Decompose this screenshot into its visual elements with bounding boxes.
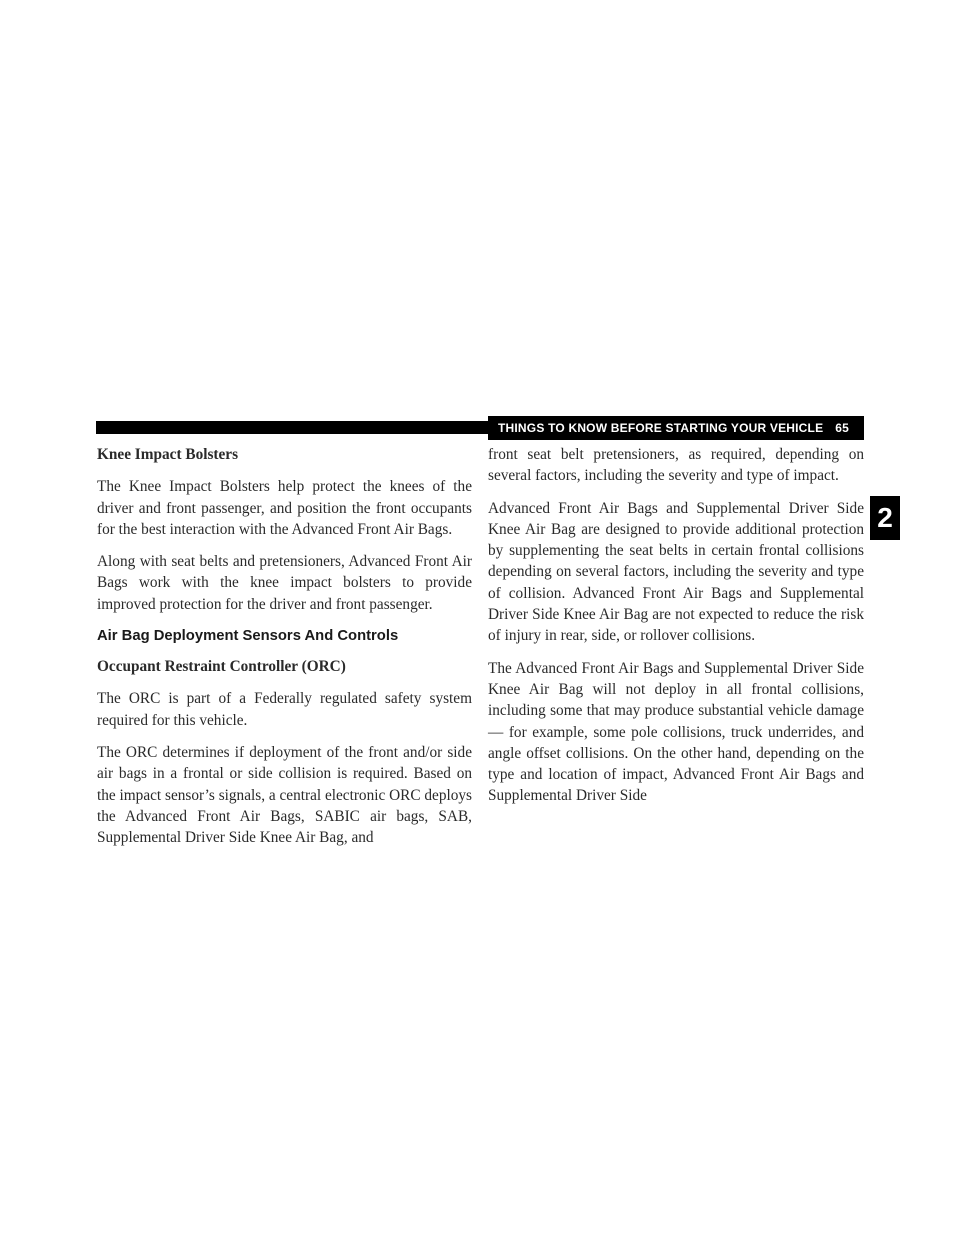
section-heading: Air Bag Deployment Sensors And Controls	[97, 628, 399, 645]
subheading-knee-impact-bolsters: Knee Impact Bolsters	[97, 446, 239, 463]
paragraph: The ORC determines if deployment of the front and/or side air bags in a frontal or side collision is required. Based on the impact sensor’s signals, a central electronic ORC deploys the Advanced Front Air Bags, SABIC air bags, SAB, Supplemental Driver Side Knee Air Bag, and	[97, 743, 472, 847]
chapter-tab: 2	[870, 496, 900, 540]
paragraph: The ORC is part of a Federally regulated safety system required for this vehicle.	[97, 690, 472, 729]
header-rule	[96, 421, 496, 434]
paragraph: Advanced Front Air Bags and Supplemental Driver Side Knee Air Bag are designed to provide additional protection by supplementing the seat belts in certain frontal collisions depending on several factors, including the severity and type of collision. Advanced Front Air Bags and Supplemental Driver Side Knee Air Bag are not expected to reduce the risk of injury in rear, side, or rollover collisions.	[488, 499, 864, 645]
paragraph: Along with seat belts and pretensioners, Advanced Front Air Bags work with the knee impact bolsters to provide improved protection for the driver and front passenger.	[97, 553, 472, 613]
left-column	[97, 444, 472, 859]
right-column	[488, 444, 864, 818]
header-title: THINGS TO KNOW BEFORE STARTING YOUR VEHICLE	[498, 421, 824, 435]
page-number: 65	[835, 421, 850, 435]
paragraph: The Knee Impact Bolsters help protect the knees of the driver and front passenger, and position the front occupants for the best interaction with the Advanced Front Air Bags.	[97, 478, 472, 538]
running-header	[488, 416, 864, 440]
paragraph-continued: front seat belt pretensioners, as required, depending on several factors, including the severity and type of impact.	[488, 446, 864, 485]
paragraph: The Advanced Front Air Bags and Supplemental Driver Side Knee Air Bag will not deploy in all frontal collisions, including some that may produce substantial vehicle damage — for example, some pole collisions, truck underrides, and angle offset collisions. On the other hand, depending on the type and location of impact, Advanced Front Air Bags and Supplemental Driver Side	[488, 659, 864, 805]
subheading-orc: Occupant Restraint Controller (ORC)	[97, 658, 346, 676]
